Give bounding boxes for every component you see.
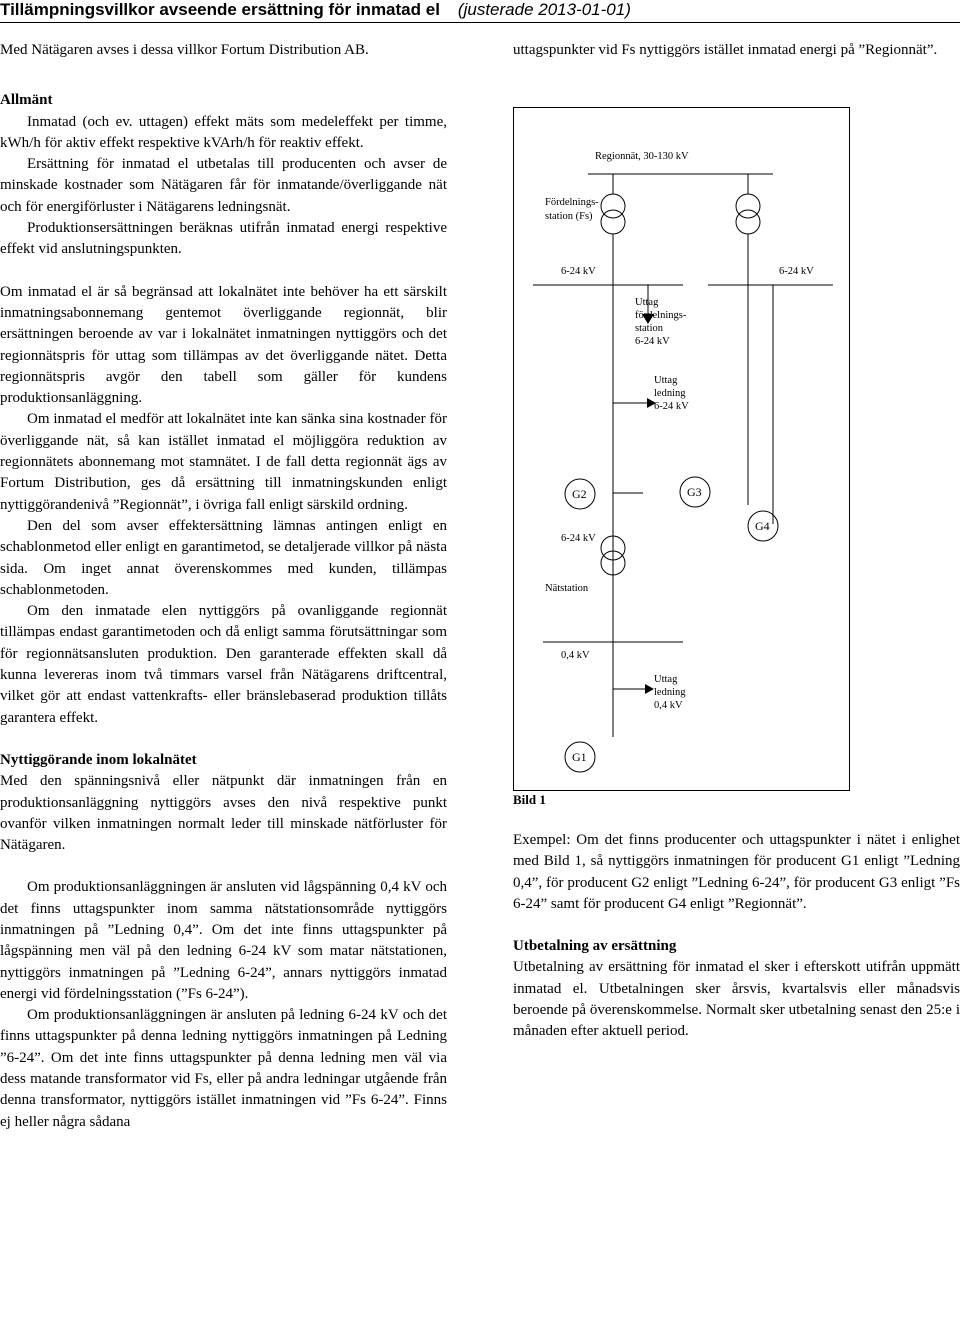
label-g4: G4 [755,519,770,533]
paragraph-utbetalning: Utbetalning av ersättning för inmatad el sker i efterskott utifrån uppmätt inmatad el. Utbetalningen sker årsvis, kvartalsvis eller månadsvis beroende på överenskommelse. Normalt sker utbetalning senast den 25:e i månaden efter aktuell period. [513,959,960,1040]
label-g3: G3 [687,485,702,499]
label-uttag-fs-1: Uttag [635,297,659,308]
heading-allmant: Allmänt [0,92,53,109]
intro-paragraph: Med Nätägaren avses i dessa villkor Fortum Distribution AB. [0,42,369,58]
paragraph-example: Exempel: Om det finns producenter och uttagspunkter i nätet i enlighet med Bild 1, så nyttiggörs inmatningen för producent G1 enligt ”Ledning 0,4”, för producent G2 enligt ”Ledning 6-24”, för producent G3 enligt ”Fs 6-24” samt för producent G4 enligt ”Regionnät”. [513,832,960,912]
right-column-top [513,40,960,61]
label-regionnat: Regionnät, 30-130 kV [595,151,689,162]
fs-transformer-right-upper [736,194,760,218]
paragraph-allmant-2: Ersättning för inmatad el utbetalas till producenten och avser de minskade kostnader som Nätägaren får för inmatande/överliggande nät och för energiförluster i Nätägarens ledningsnät. [0,156,447,215]
label-kv-left: 6-24 kV [561,266,596,277]
label-fs-1: Fördelnings- [545,197,599,208]
label-g2: G2 [572,487,587,501]
header-date: (justerade 2013-01-01) [457,0,631,19]
label-uttag-led-1: Uttag [654,375,678,386]
label-uttag-fs-3: station [635,323,663,334]
label-uttag-led-2: ledning [654,388,686,399]
network-diagram-svg [513,107,851,791]
label-uttag-04-2: ledning [654,687,686,698]
header-title: Tillämpningsvillkor avseende ersättning för inmatad el [0,0,440,19]
label-uttag-04-1: Uttag [654,674,678,685]
paragraph-4: Om den inmatade elen nyttiggörs på ovanliggande regionnät tillämpas endast garantimetoden och då enligt samma förutsättningar som för regionnätsansluten produktion. Den garanterade effekten skall då kunna levereras inom två timmars varsel från Nätägarens driftcentral, vilket gör att endast vattenkrafts- eller bränslebaserad produktion tillåts garantera effekt. [0,603,447,726]
uttag-0-4-arrow [645,684,654,694]
paragraph-allmant-1: Inmatad (och ev. uttagen) effekt mäts som medeleffekt per timme, kWh/h för aktiv effekt respektive kVArh/h för reaktiv effekt. [0,113,447,151]
left-column [0,40,447,1133]
label-natstation: Nätstation [545,583,589,594]
heading-nyttiggorande: Nyttiggörande inom lokalnätet [0,751,197,768]
figure-caption: Bild 1 [513,792,546,807]
paragraph-2: Om inmatad el medför att lokalnätet inte kan sänka sina kostnader för överliggande nät, så kan istället inmatad el möjliggöra reduktion av regionnätets abonnemang mot stamnätet. I de fall detta regionnät ägs av Fortum Distribution, ges då ersättning till inmatningskunden enligt nyttiggörandenivå ”Regionnät”, i övriga fall enligt särskild ordning. [0,411,447,513]
paragraph-6: Om produktionsanläggningen är ansluten vid lågspänning 0,4 kV och det finns uttagspunkter inom samma nätstationsområde nyttiggörs inmatningen på ”Ledning 0,4”. Om det inte finns uttagspunkter på lågspänning men väl på den ledning 6-24 kV som matar nätstationen, nyttiggörs inmatningen på ”Ledning 6-24”, annars nyttiggörs inmatad energi vid fördelningsstation (”Fs 6-24”). [0,879,447,1002]
page-header [0,0,960,23]
label-fs-2: station (Fs) [545,211,593,222]
label-uttag-04-3: 0,4 kV [654,700,683,711]
paragraph-7: Om produktionsanläggningen är ansluten på ledning 6-24 kV och det finns uttagspunkter på denna ledning nyttiggörs inmatningen på Ledning ”6-24”. Om det inte finns uttagspunkter på denna ledning men väl via dess matande transformator vid Fs, eller på andra ledningar utgående från denna transformator, nyttiggörs istället inmatningen vid ”Fs 6-24”. Finns ej heller några sådana [0,1007,447,1130]
label-kv-ns: 6-24 kV [561,533,596,544]
paragraph-3: Den del som avser effektersättning lämnas antingen enligt en schablonmetod eller enligt en garantimetod, se detaljerade villkor på nästa sida. Om inget annat överenskommes med kunden, tillämpas schablonmetoden. [0,517,447,598]
fs-transformer-right-lower [736,210,760,234]
label-uttag-led-3: 6-24 kV [654,401,689,412]
label-uttag-fs-2: fördelnings- [635,310,687,321]
network-diagram [513,107,851,791]
paragraph-allmant-3: Produktionsersättningen beräknas utifrån inmatad energi respektive effekt vid anslutningspunkten. [0,220,447,258]
label-g1: G1 [572,750,587,764]
paragraph-top-right: uttagspunkter vid Fs nyttiggörs istället inmatad energi på ”Regionnät”. [513,42,938,58]
right-column-bottom [513,830,960,1043]
paragraph-1: Om inmatad el är så begränsad att lokalnätet inte behöver ha ett särskilt inmatningsabonnemang gentemot överliggande regionnät, blir ersättningen beroende av var i lokalnätet inmatningen nyttiggörs och det regionnätspris för uttag som tillämpas av det överliggande nätet. Detta regionnätspris avgör den tabell som gäller för kundens produktionsanläggning. [0,283,447,407]
fs-transformer-left-lower [601,210,625,234]
paragraph-5: Med den spänningsnivå eller nätpunkt där inmatningen från en produktionsanläggning nyttiggörs avses den nivå respektive punkt ovanför vilken inmatningen normalt leder till minskade nätförluster för Nätägaren. [0,773,447,854]
fs-transformer-left-upper [601,194,625,218]
heading-utbetalning: Utbetalning av ersättning [513,938,677,955]
label-kv-right: 6-24 kV [779,266,814,277]
label-kv-04: 0,4 kV [561,650,590,661]
label-uttag-fs-4: 6-24 kV [635,336,670,347]
